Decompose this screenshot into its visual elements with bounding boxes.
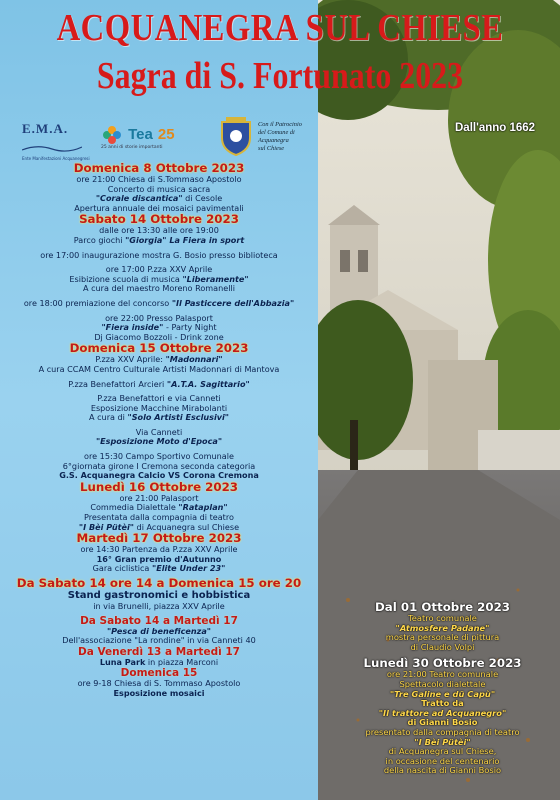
- day-heading: Dal 01 Ottobre 2023: [374, 600, 511, 614]
- page-subtitle: Sagra di S. Fortunato 2023: [96, 55, 464, 97]
- event-name: "Fiera inside": [101, 322, 164, 333]
- day-heading: Da Venerdì 13 a Martedì 17: [78, 645, 240, 658]
- tea-logo-tagline: 25 anni di storie importanti: [101, 144, 163, 150]
- event-name: "I Bèi Pütèi": [78, 521, 134, 532]
- event-line: Dell'associazione "La rondine" in via Canneti 40: [62, 635, 256, 646]
- day-heading: Domenica 15 Ottobre 2023: [69, 341, 249, 356]
- event-line: A cura CCAM Centro Culturale Artisti Madonnari di Mantova: [38, 363, 280, 374]
- event-name: "Il Pasticcere dell'Abbazia": [171, 297, 295, 308]
- event-line: Via Canneti: [135, 426, 183, 437]
- event-name: "Rataplan": [178, 502, 228, 513]
- day-heading: Domenica 15: [120, 667, 198, 680]
- event-line: Apertura annuale dei mosaici pavimentali: [74, 202, 244, 213]
- event-detail: ore 18:00 premiazione del concorso: [23, 297, 172, 308]
- event-name: "A.T.A. Sagittario": [166, 378, 250, 389]
- event-line: in occasione del centenario: [385, 755, 500, 766]
- event-line: [0, 564, 318, 574]
- day-heading: Lunedì 16 Ottobre 2023: [79, 479, 239, 494]
- event-line: ore 17:00 P.zza XXV Aprile: [105, 264, 213, 275]
- event-name: "Corale discantica": [95, 193, 183, 204]
- event-name: "Liberamente": [182, 273, 249, 284]
- event-line: di Claudio Volpi: [410, 641, 475, 652]
- event-name: "Giorgia" La Fiera in sport: [125, 234, 245, 245]
- event-line: Tratto da: [421, 698, 464, 709]
- event-line: "Esposizione Moto d'Epoca": [95, 436, 223, 447]
- event-line: della nascita di Gianni Bosio: [383, 765, 502, 776]
- event-line: mostra personale di pittura: [385, 632, 500, 643]
- event-line: Concerto di musica sacra: [107, 183, 211, 194]
- event-detail: P.zza Benefattori Arcieri: [68, 378, 167, 389]
- page-title: ACQUANEGRA SUL CHIESE: [56, 7, 504, 49]
- event-detail: di Cesole: [182, 193, 223, 204]
- event-line: ore 14:30 Partenza da P.zza XXV Aprile: [80, 544, 238, 555]
- event-line: [0, 380, 318, 390]
- event-program: [0, 162, 318, 699]
- event-line: "Tre Galine e dü Capù": [389, 688, 496, 699]
- day-heading: Da Sabato 14 ore 14 a Domenica 15 ore 20: [16, 576, 302, 590]
- event-line: ore 15:30 Campo Sportivo Comunale: [84, 451, 234, 462]
- event-line: di Acquanegra sul Chiese,: [388, 746, 497, 757]
- event-name: "Elite Under 23": [151, 563, 226, 574]
- day-heading: Lunedì 30 Ottobre 2023: [363, 656, 522, 671]
- day-heading: Sabato 14 Ottobre 2023: [79, 212, 239, 227]
- event-line: "Pesca di beneficenza": [106, 625, 212, 636]
- event-line: G.S. Acquanegra Calcio VS Corona Cremona: [59, 470, 259, 481]
- tea-logo: [101, 124, 211, 150]
- event-line: Spettacolo dialettale: [399, 678, 486, 689]
- event-line: ore 17:00 inaugurazione mostra G. Bosio presso biblioteca: [40, 249, 278, 260]
- event-line: Teatro comunale: [408, 613, 477, 623]
- municipal-crest-icon: [218, 116, 254, 156]
- event-detail: Commedia Dialettale: [90, 502, 179, 513]
- patronage-line: Con il Patrocinio: [258, 121, 302, 128]
- event-detail: di Acquanegra sul Chiese: [133, 521, 240, 532]
- day-heading: Da Sabato 14 a Martedì 17: [80, 614, 238, 627]
- patronage-line: Acquanegra: [258, 137, 289, 144]
- event-detail: Esibizione scuola di musica: [69, 273, 183, 284]
- tea-logo-number: 25: [157, 126, 175, 143]
- event-line: Presentata dalla compagnia di teatro: [84, 512, 234, 523]
- tea-logo-name: Tea: [128, 126, 153, 143]
- event-line: P.zza Benefattori e via Canneti: [97, 393, 221, 404]
- event-line: [0, 658, 318, 668]
- event-name: "Madonnari": [165, 354, 223, 365]
- side-events: [330, 600, 555, 776]
- event-line: ore 9-18 Chiesa di S. Tommaso Apostolo: [77, 678, 241, 689]
- event-line: ore 22:00 Presso Palasport: [105, 312, 213, 323]
- day-heading: Martedì 17 Ottobre 2023: [76, 531, 242, 546]
- event-line: "Il trattore ad Acquanegro": [378, 707, 507, 718]
- patronage-text: [258, 121, 324, 153]
- event-detail: Gara ciclistica: [92, 563, 152, 574]
- event-name: Luna Park: [99, 656, 146, 667]
- event-detail: A cura di: [89, 412, 128, 423]
- event-line: A cura del maestro Moreno Romanelli: [82, 283, 235, 294]
- since-year: Dall'anno 1662: [455, 122, 536, 134]
- event-line: presentato dalla compagnia di teatro: [365, 726, 520, 737]
- event-detail: Parco giochi: [73, 234, 126, 245]
- event-line: [0, 413, 318, 423]
- event-line: [0, 236, 318, 246]
- ema-logo-tagline: Ente Manifestazioni Acquanegresi: [22, 156, 90, 161]
- patronage-line: sul Chiese: [258, 145, 285, 152]
- event-line: "Atmosfere Padane": [395, 622, 490, 633]
- event-line: Dj Giacomo Bozzoli - Drink zone: [94, 331, 224, 342]
- patronage-line: del Comune di: [258, 129, 295, 136]
- event-line: "I Bèi Pütèi": [414, 736, 471, 747]
- event-name: "Solo Artisti Esclusivi": [127, 412, 229, 423]
- event-line: 6°giornata girone I Cremona seconda categoria: [62, 460, 256, 471]
- event-line: Esposizione mosaici: [113, 687, 205, 698]
- tea-flower-icon: [101, 125, 123, 145]
- event-detail: - Party Night: [163, 322, 217, 333]
- event-line: in via Brunelli, piazza XXV Aprile: [93, 601, 225, 611]
- ema-wave-icon: [22, 144, 82, 152]
- event-line: ore 21:00 Teatro comunale: [386, 669, 499, 680]
- event-line: 16° Gran premio d'Autunno: [96, 553, 222, 564]
- event-detail: in piazza Marconi: [145, 656, 219, 667]
- event-line: dalle ore 13:30 alle ore 19:00: [99, 225, 219, 236]
- ema-logo-name: E.M.A.: [22, 121, 69, 136]
- event-line: di Gianni Bosio: [407, 717, 478, 728]
- ema-logo: [22, 121, 102, 161]
- day-heading: Domenica 8 Ottobre 2023: [73, 161, 245, 175]
- event-line: Esposizione Macchine Mirabolanti: [90, 402, 228, 413]
- event-line: Stand gastronomici e hobbistica: [67, 590, 251, 601]
- event-line: ore 21:00 Chiesa di S.Tommaso Apostolo: [76, 174, 242, 184]
- event-line: [0, 299, 318, 309]
- event-detail: P.zza XXV Aprile:: [95, 354, 166, 365]
- event-line: ore 21:00 Palasport: [119, 492, 199, 503]
